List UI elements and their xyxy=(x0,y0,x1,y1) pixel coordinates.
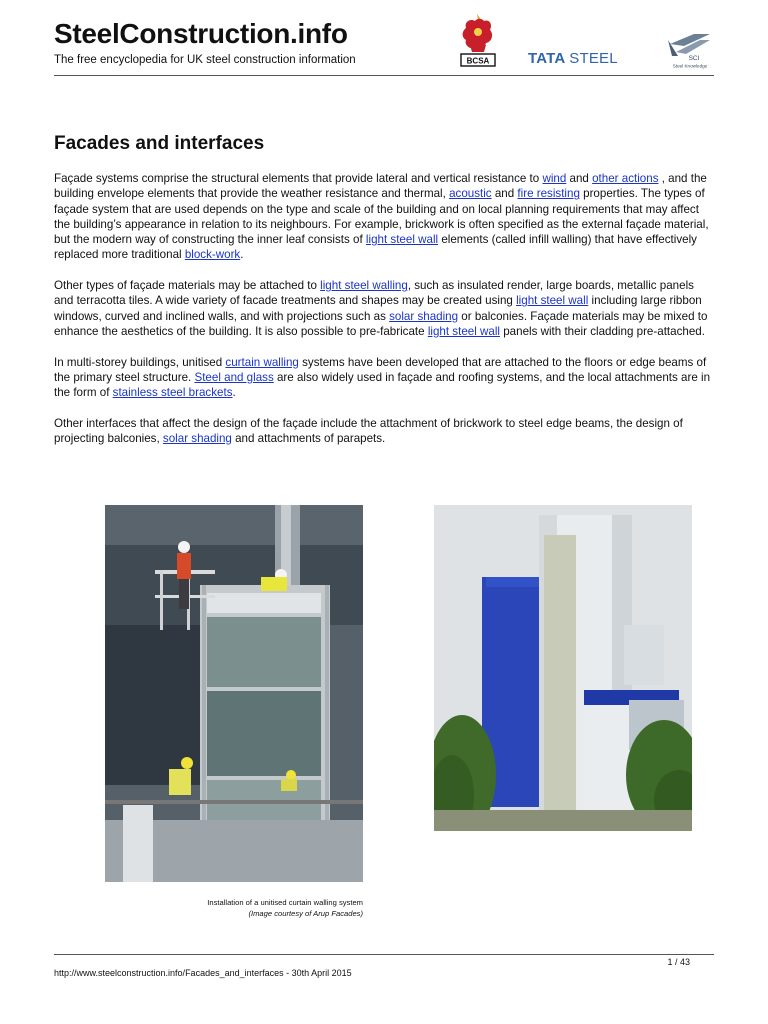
footer-url[interactable]: http://www.steelconstruction.info/Facades_and_interfaces - 30th April 2015 xyxy=(54,968,352,978)
paragraph-4 xyxy=(54,416,716,447)
inline-link[interactable]: acoustic xyxy=(449,187,492,201)
text-run: Other interfaces that affect the design of the façade include the attachment of brickwork to steel edge beams, the design of projecting balconies, xyxy=(54,416,683,446)
page-title: Facades and interfaces xyxy=(54,133,265,154)
figure-caption xyxy=(105,898,363,919)
inline-link[interactable]: solar shading xyxy=(389,309,459,323)
text-run: elements (called infill walling) that have effectively replaced more traditional xyxy=(54,233,697,262)
caption-text: Installation of a unitised curtain walling system xyxy=(207,898,363,907)
sci-swoosh-icon xyxy=(668,34,710,56)
text-run: . xyxy=(240,248,244,262)
text-run: , such as insulated render, large boards, metallic panels and terracotta tiles. A wide variety of facade treatments and shapes may be created using xyxy=(54,279,694,308)
curtain-wall-installation-photo xyxy=(105,505,363,882)
text-run: and xyxy=(566,172,593,185)
bcsa-dragon-icon xyxy=(463,14,492,52)
footer-divider xyxy=(54,954,714,955)
bcsa-logo[interactable] xyxy=(458,12,498,68)
text-run: Other types of façade materials may be attached to xyxy=(54,279,321,293)
paragraph-3 xyxy=(54,355,716,401)
text-run: Façade systems comprise the structural elements that provide lateral and vertical resistance to xyxy=(54,172,543,185)
text-run: including large ribbon windows, curved and inclined walls, and with projections such as xyxy=(54,294,702,323)
steel-logo-word: STEEL xyxy=(569,50,618,67)
inline-link[interactable]: light steel wall xyxy=(427,324,500,338)
inline-link[interactable]: fire resisting xyxy=(517,187,580,201)
text-run: are also widely used in façade and roofing systems, and the local attachments are in the form of xyxy=(54,370,711,400)
header-divider xyxy=(54,75,714,76)
text-run: and attachments of parapets. xyxy=(231,432,386,446)
sci-logo[interactable] xyxy=(664,30,716,70)
text-run: and xyxy=(491,187,518,201)
text-run: In multi-storey buildings, unitised xyxy=(54,355,226,369)
tata-logo-word: TATA xyxy=(528,50,565,67)
inline-link[interactable]: curtain walling xyxy=(225,355,299,369)
article-body xyxy=(54,171,716,462)
caption-credit: (Image courtesy of Arup Facades) xyxy=(248,908,363,918)
inline-link[interactable]: Steel and glass xyxy=(194,370,274,384)
paragraph-2 xyxy=(54,278,716,339)
bcsa-logo-text: BCSA xyxy=(466,56,490,66)
inline-link[interactable]: light steel wall xyxy=(516,294,589,308)
text-run: panels with their cladding pre-attached. xyxy=(500,324,705,338)
text-run: . xyxy=(232,386,236,400)
inline-link[interactable]: solar shading xyxy=(162,432,232,446)
text-run: , and the building envelope elements that provide the weather resistance and thermal, xyxy=(54,172,707,201)
site-tagline: The free encyclopedia for UK steel construction information xyxy=(54,54,356,66)
sci-logo-text: SCI xyxy=(688,55,700,62)
inline-link[interactable]: light steel walling xyxy=(320,279,408,293)
inline-link[interactable]: wind xyxy=(542,172,567,185)
sci-logo-subtext: Steel Knowledge xyxy=(672,63,708,69)
text-run: systems have been developed that are attached to the floors or edge beams of the primary steel structure. xyxy=(54,355,707,384)
inline-link[interactable]: light steel wall xyxy=(365,233,439,247)
text-run: or balconies. Façade materials may be mixed to enhance the aesthetics of the building. It is also possible to pre-fabricate xyxy=(54,309,708,338)
inline-link[interactable]: other actions xyxy=(592,172,659,185)
site-title[interactable]: SteelConstruction.info xyxy=(54,18,348,49)
inline-link[interactable]: stainless steel brackets xyxy=(112,386,233,400)
paragraph-1 xyxy=(54,171,716,263)
page-number: 1 / 43 xyxy=(667,957,690,967)
tata-steel-logo[interactable] xyxy=(528,50,618,67)
inline-link[interactable]: block-work xyxy=(184,248,241,262)
tower-block-construction-photo xyxy=(434,505,692,831)
text-run: properties. The types of façade system that are used depends on the type and scale of the building and on local planning requirements that may affect the building’s appearance in relation to its neighbours. For example, brickwork is often specified as the external façade material, but the modern way of constructing the inner leaf consists of xyxy=(54,187,709,247)
